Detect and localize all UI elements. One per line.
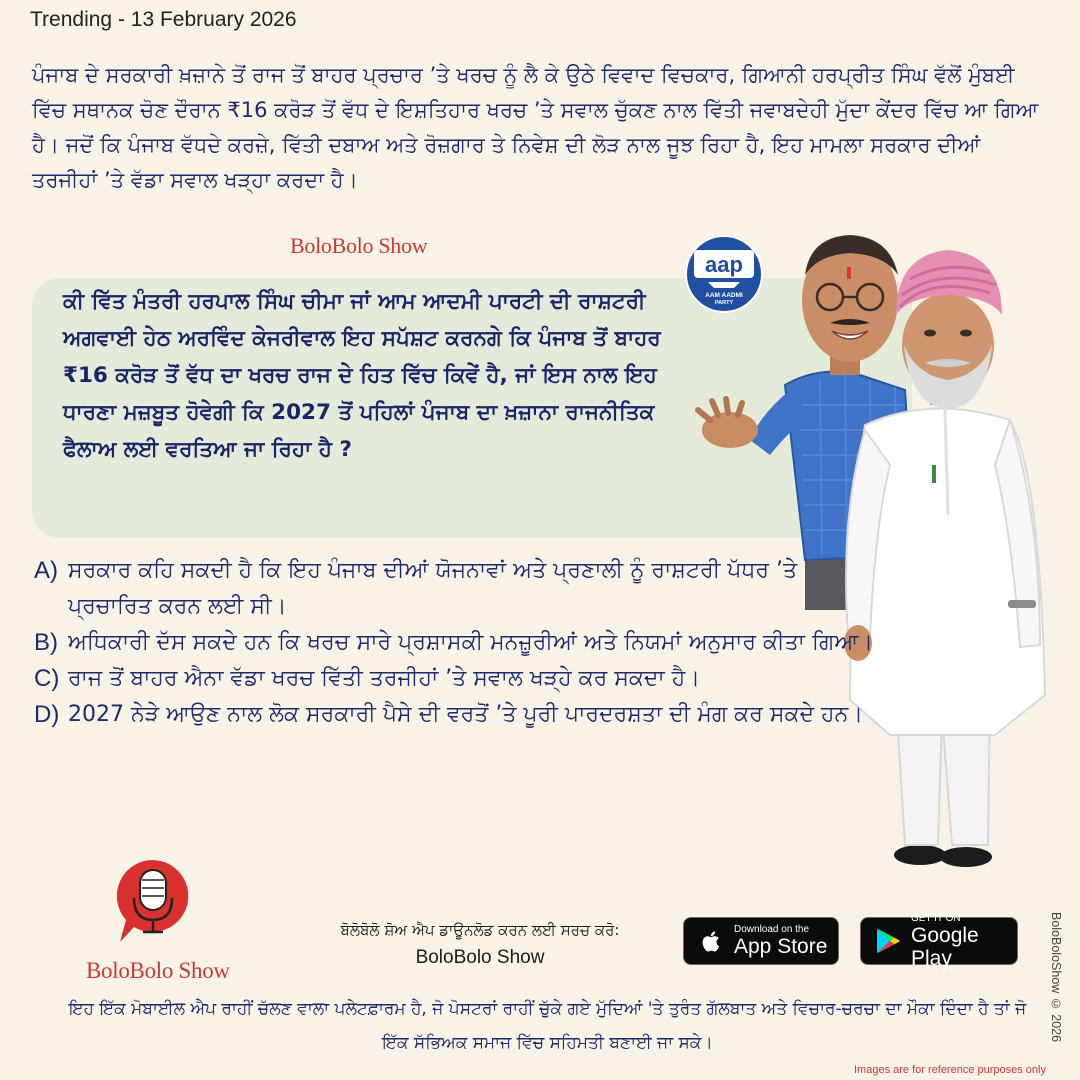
option-a[interactable] [34, 553, 874, 625]
option-letter: A) [34, 557, 59, 584]
politicians-illustration [690, 215, 1070, 885]
option-letter: C) [34, 665, 60, 692]
aap-party-logo [684, 234, 764, 314]
option-letter: B) [34, 629, 59, 656]
brand-label-mid: BoloBolo Show [290, 233, 428, 258]
option-c[interactable] [34, 661, 874, 697]
answer-options [34, 553, 874, 733]
option-text: ਅਧਿਕਾਰੀ ਦੱਸ ਸਕਦੇ ਹਨ ਕਿ ਖਰਚ ਸਾਰੇ ਪ੍ਰਸ਼ਾਸਕੀ ਮਨਜ਼ੂਰੀਆਂ ਅਤੇ ਨਿਯਮਾਂ ਅਨੁਸਾਰ ਕੀਤਾ ਗਿਆ। [68, 630, 874, 655]
appstore-big-label: App Store [734, 935, 828, 958]
googleplay-big-label: Google Play [911, 923, 979, 970]
trending-date: Trending - 13 February 2026 [30, 8, 297, 31]
option-text: ਸਰਕਾਰ ਕਹਿ ਸਕਦੀ ਹੈ ਕਿ ਇਹ ਪੰਜਾਬ ਦੀਆਂ ਯੋਜਨਾਵਾਂ ਅਤੇ ਪ੍ਰਣਾਲੀ ਨੂੰ ਰਾਸ਼ਟਰੀ ਪੱਧਰ ’ਤੇ ਪ੍ਰਚਾਰਿਤ ਕਰਨ ਲਈ ਸੀ। [68, 558, 798, 619]
appstore-small-label: Download on the [734, 924, 810, 935]
app-store-button[interactable] [683, 917, 839, 965]
platform-description: ਇਹ ਇੱਕ ਮੋਬਾਈਲ ਐਪ ਰਾਹੀਂ ਚੱਲਣ ਵਾਲਾ ਪਲੇਟਫ਼ਾਰਮ ਹੈ, ਜੋ ਪੋਸਟਰਾਂ ਰਾਹੀਂ ਚੁੱਕੇ ਗਏ ਮੁੱਦਿਆਂ 'ਤੇ ਤੁਰੰਤ ਗੱਲਬਾਤ ਅਤੇ ਵਿਚਾਰ-ਚਰਚਾ ਦਾ ਮੌਕਾ ਦਿੰਦਾ ਹੈ ਤਾਂ ਜੋ ਇੱਕ ਸੱਭਿਅਕ ਸਮਾਜ ਵਿੱਚ ਸਹਿਮਤੀ ਬਣਾਈ ਜਾ ਸਕੇ। [68, 999, 1027, 1053]
googleplay-small-label: GET IT ON [911, 912, 961, 924]
brand-label-bottom: BoloBolo Show [86, 958, 230, 983]
aap-logo-line1: AAM AADMI [705, 292, 743, 299]
reference-note: Images are for reference purposes only [854, 1064, 1046, 1076]
copyright-vertical: BoloBoloShow © 2026 [1049, 912, 1063, 1043]
microphone-icon [112, 856, 194, 956]
option-letter: D) [34, 701, 60, 728]
download-search-text: ਬੋਲੋਬੋਲੋ ਸ਼ੋਅ ਐਪ ਡਾਊਨਲੋਡ ਕਰਨ ਲਈ ਸਰਚ ਕਰੋ: [340, 921, 620, 939]
option-b[interactable] [34, 625, 874, 661]
option-d[interactable] [34, 697, 874, 733]
download-app-name: BoloBolo Show [415, 947, 545, 968]
option-text: 2027 ਨੇੜੇ ਆਉਣ ਨਾਲ ਲੋਕ ਸਰਕਾਰੀ ਪੈਸੇ ਦੀ ਵਰਤੋਂ ’ਤੇ ਪੂਰੀ ਪਾਰਦਰਸ਼ਤਾ ਦੀ ਮੰਗ ਕਰ ਸਕਦੇ ਹਨ। [68, 702, 864, 727]
aap-logo-line2: PARTY [714, 300, 734, 306]
aap-logo-short: aap [705, 252, 743, 277]
google-play-button[interactable] [860, 912, 1018, 970]
apple-icon [696, 926, 726, 956]
option-text: ਰਾਜ ਤੋਂ ਬਾਹਰ ਐਨਾ ਵੱਡਾ ਖਰਚ ਵਿੱਤੀ ਤਰਜੀਹਾਂ ’ਤੇ ਸਵਾਲ ਖੜ੍ਹੇ ਕਰ ਸਕਦਾ ਹੈ। [68, 666, 701, 691]
question-text: ਕੀ ਵਿੱਤ ਮੰਤਰੀ ਹਰਪਾਲ ਸਿੰਘ ਚੀਮਾ ਜਾਂ ਆਮ ਆਦਮੀ ਪਾਰਟੀ ਦੀ ਰਾਸ਼ਟਰੀ ਅਗਵਾਈ ਹੇਠ ਅਰਵਿੰਦ ਕੇਜਰੀਵਾਲ ਇਹ ਸਪੱਸ਼ਟ ਕਰਨਗੇ ਕਿ ਪੰਜਾਬ ਤੋਂ ਬਾਹਰ ₹16 ਕਰੋੜ ਤੋਂ ਵੱਧ ਦਾ ਖਰਚ ਰਾਜ ਦੇ ਹਿਤ ਵਿੱਚ ਕਿਵੇਂ ਹੈ, ਜਾਂ ਇਸ ਨਾਲ ਇਹ ਧਾਰਣਾ ਮਜ਼ਬੂਤ ਹੋਵੇਗੀ ਕਿ 2027 ਤੋਂ ਪਹਿਲਾਂ ਪੰਜਾਬ ਦਾ ਖ਼ਜ਼ਾਨਾ ਰਾਜਨੀਤਿਕ ਫੈਲਾਅ ਲਈ ਵਰਤਿਆ ਜਾ ਰਿਹਾ ਹੈ ? [63, 289, 661, 462]
google-play-icon [873, 926, 903, 956]
intro-paragraph: ਪੰਜਾਬ ਦੇ ਸਰਕਾਰੀ ਖ਼ਜ਼ਾਨੇ ਤੋਂ ਰਾਜ ਤੋਂ ਬਾਹਰ ਪ੍ਰਚਾਰ ’ਤੇ ਖਰਚ ਨੂੰ ਲੈ ਕੇ ਉਠੇ ਵਿਵਾਦ ਵਿਚਕਾਰ, ਗਿਆਨੀ ਹਰਪ੍ਰੀਤ ਸਿੰਘ ਵੱਲੋਂ ਮੁੰਬਈ ਵਿੱਚ ਸਥਾਨਕ ਚੋਣ ਦੌਰਾਨ ₹16 ਕਰੋੜ ਤੋਂ ਵੱਧ ਦੇ ਇਸ਼ਤਿਹਾਰ ਖਰਚ ’ਤੇ ਸਵਾਲ ਚੁੱਕਣ ਨਾਲ ਵਿੱਤੀ ਜਵਾਬਦੇਹੀ ਮੁੱਦਾ ਕੇਂਦਰ ਵਿੱਚ ਆ ਗਿਆ ਹੈ। ਜਦੋਂ ਕਿ ਪੰਜਾਬ ਵੱਧਦੇ ਕਰਜ਼ੇ, ਵਿੱਤੀ ਦਬਾਅ ਅਤੇ ਰੋਜ਼ਗਾਰ ਤੇ ਨਿਵੇਸ਼ ਦੀ ਲੋੜ ਨਾਲ ਜੂਝ ਰਿਹਾ ਹੈ, ਇਹ ਮਾਮਲਾ ਸਰਕਾਰ ਦੀਆਂ ਤਰਜੀਹਾਂ ’ਤੇ ਵੱਡਾ ਸਵਾਲ ਖੜ੍ਹਾ ਕਰਦਾ ਹੈ। [32, 63, 1039, 192]
